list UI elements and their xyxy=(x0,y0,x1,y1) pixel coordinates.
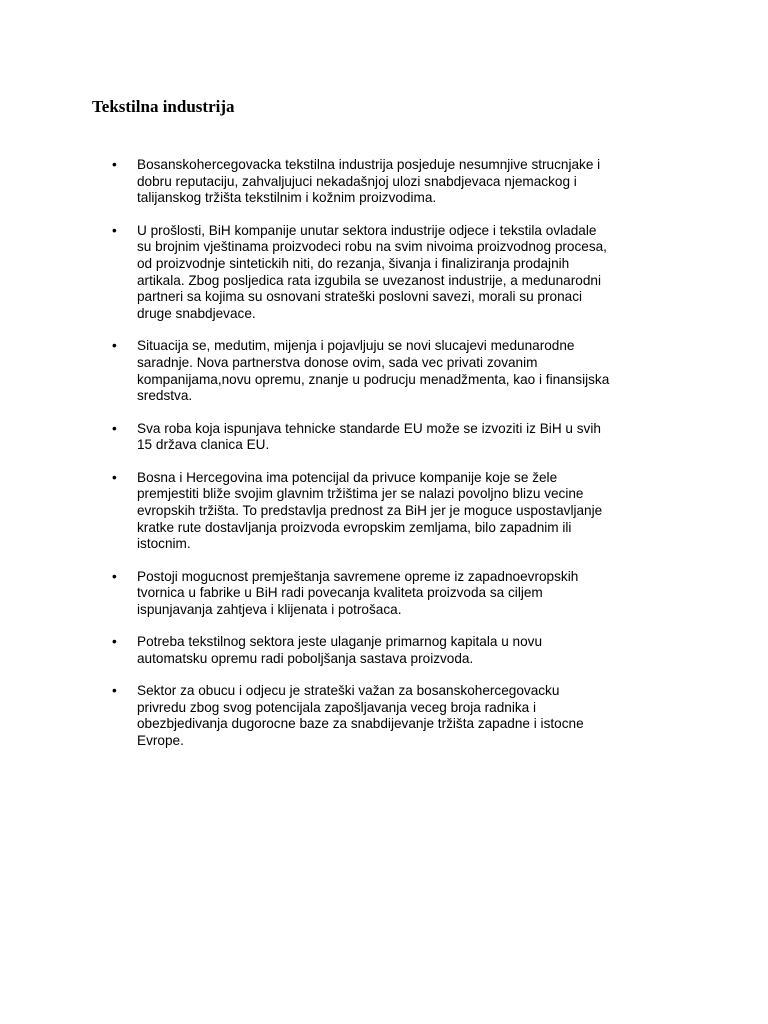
list-item-text-line: obezbjedivanja dugorocne baze za snabdijevanje tržišta zapadne i istocne xyxy=(137,716,584,732)
list-item-text-line: Potreba tekstilnog sektora jeste ulaganje primarnog kapitala u novu xyxy=(137,634,543,650)
list-item-text-line: Bosna i Hercegovina ima potencijal da privuce kompanije koje se žele xyxy=(137,469,558,485)
list-item-text-line: sredstva. xyxy=(137,388,193,404)
list-item xyxy=(112,223,680,323)
list-item xyxy=(112,338,680,405)
list-item-text-line: su brojnim vještinama proizvodeci robu na svim nivoima proizvodnog procesa, xyxy=(137,239,607,255)
list-item-text-line: Evrope. xyxy=(137,733,184,749)
bullet-dot-icon: • xyxy=(112,568,117,584)
bullet-list xyxy=(112,157,680,765)
bullet-dot-icon: • xyxy=(112,420,117,436)
list-item-text-line: Sektor za obucu i odjecu je strateški važan za bosanskohercegovacku xyxy=(137,683,560,699)
list-item xyxy=(112,634,680,667)
bullet-dot-icon: • xyxy=(112,683,117,699)
list-item-text-line: artikala. Zbog posljedica rata izgubila se uvezanost industrije, a medunarodni xyxy=(137,272,601,288)
list-item-text-line: evropskih tržišta. To predstavlja prednost za BiH jer je moguce uspostavljanje xyxy=(137,502,603,518)
bullet-dot-icon: • xyxy=(112,157,117,172)
list-item-text-line: kratke rute dostavljanja proizvoda evropskim zemljama, bilo zapadnim ili xyxy=(137,519,572,535)
list-item-text-line: U prošlosti, BiH kompanije unutar sektora industrije odjece i tekstila ovladale xyxy=(137,222,597,238)
bullet-dot-icon: • xyxy=(112,634,117,650)
bullet-dot-icon: • xyxy=(112,338,117,354)
list-item-text-line: 15 država clanica EU. xyxy=(137,437,270,453)
list-item-text-line: kompanijama,novu opremu, znanje u podrucju menadžmenta, kao i finansijska xyxy=(137,371,610,387)
list-item-text-line: partneri sa kojima su osnovani strateški poslovni savezi, morali su pronaci xyxy=(137,289,583,305)
list-item-text-line: od proizvodnje sintetickih niti, do rezanja, šivanja i finaliziranja prodajnih xyxy=(137,256,570,272)
list-item-text-line: istocnim. xyxy=(137,536,191,552)
bullet-dot-icon: • xyxy=(112,222,117,238)
list-item-text-line: druge snabdjevace. xyxy=(137,306,256,322)
list-item-text-line: Postoji mogucnost premještanja savremene opreme iz zapadnoevropskih xyxy=(137,568,579,584)
list-item xyxy=(112,569,680,619)
list-item xyxy=(112,683,680,750)
list-item xyxy=(112,470,680,554)
list-item-text-line: saradnje. Nova partnerstva donose ovim, sada vec privati zovanim xyxy=(137,355,538,371)
document-title: Tekstilna industrija xyxy=(92,97,235,116)
list-item xyxy=(112,157,680,207)
list-item-text-line: premjestiti bliže svojim glavnim tržištima jer se nalazi povoljno blizu vecine xyxy=(137,486,584,502)
list-item-text-line: talijanskog tržišta tekstilnim i kožnim proizvodima. xyxy=(137,190,437,206)
list-item-text-line: automatsku opremu radi poboljšanja sastava proizvoda. xyxy=(137,650,474,666)
list-item-text-line: dobru reputaciju, zahvaljujuci nekadašnjoj ulozi snabdjevaca njemackog i xyxy=(137,173,577,189)
list-item-text-line: ispunjavanja zahtjeva i klijenata i potrošaca. xyxy=(137,601,402,617)
list-item-text-line: Bosanskohercegovacka tekstilna industrija posjeduje nesumnjive strucnjake i xyxy=(137,157,601,172)
list-item-text-line: tvornica u fabrike u BiH radi povecanja kvaliteta proizvoda sa ciljem xyxy=(137,585,543,601)
list-item-text-line: Sva roba koja ispunjava tehnicke standarde EU može se izvoziti iz BiH u svih xyxy=(137,420,601,436)
list-item-text-line: privredu zbog svog potencijala zapošljavanja veceg broja radnika i xyxy=(137,699,536,715)
list-item-text-line: Situacija se, medutim, mijenja i pojavljuju se novi slucajevi medunarodne xyxy=(137,338,575,354)
bullet-dot-icon: • xyxy=(112,469,117,485)
list-item xyxy=(112,421,680,454)
